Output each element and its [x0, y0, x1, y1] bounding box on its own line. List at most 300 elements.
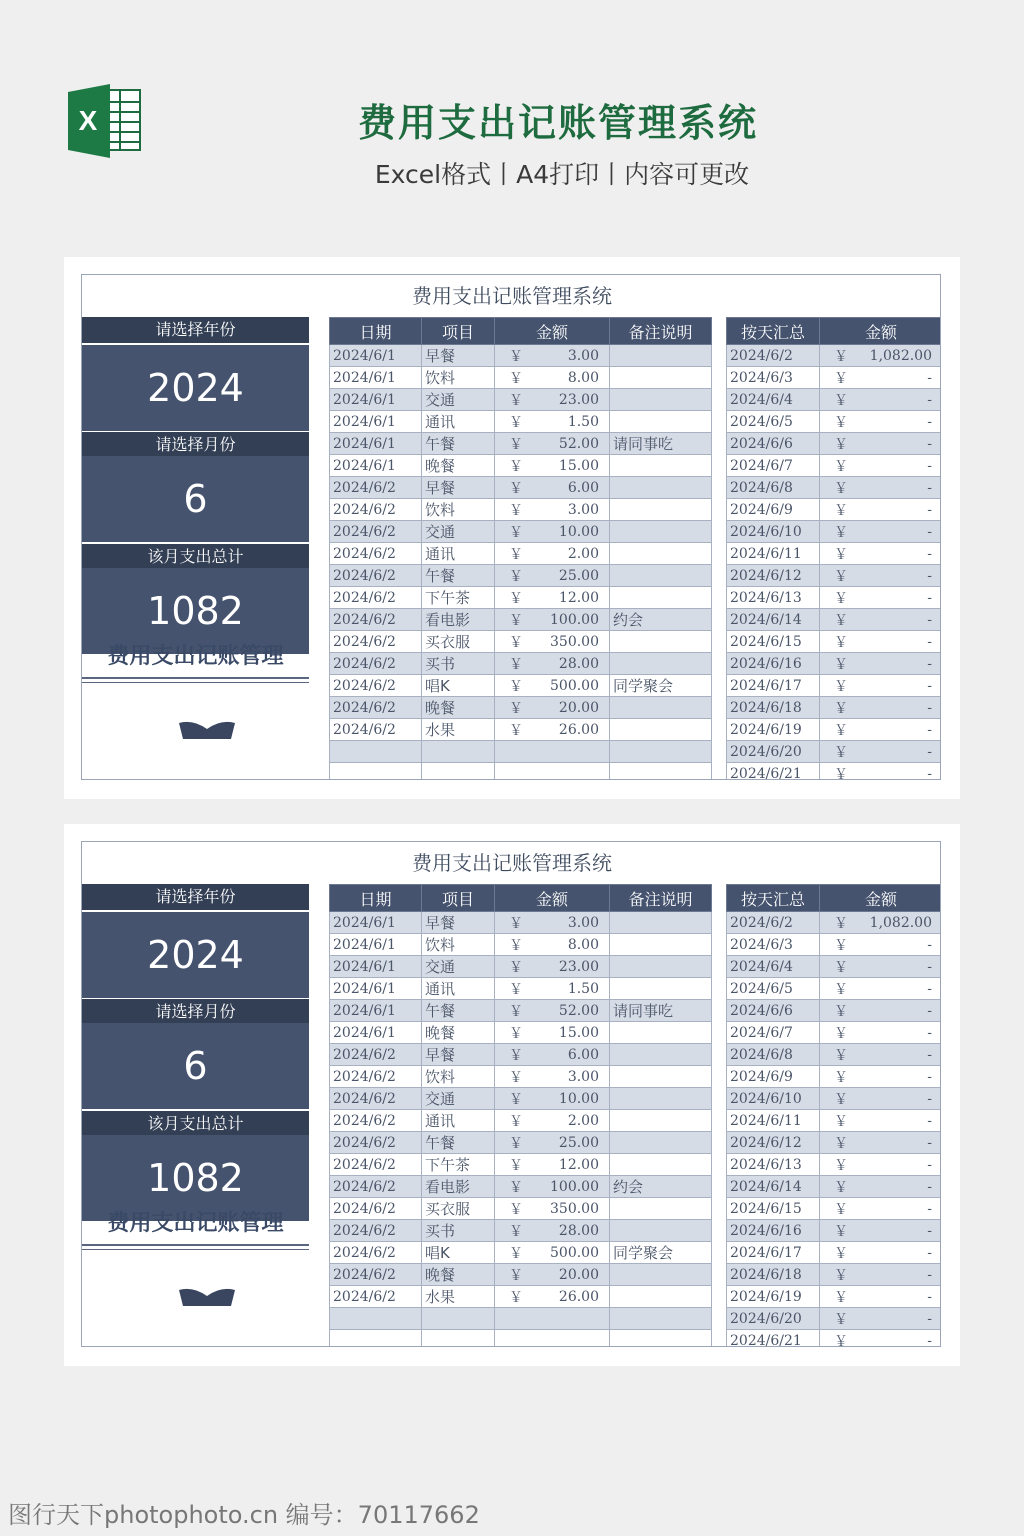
day-date-cell: 2024/6/4: [727, 389, 820, 411]
date-cell[interactable]: [330, 763, 422, 781]
date-cell[interactable]: 2024/6/2: [330, 1066, 422, 1088]
table-row: [727, 763, 942, 781]
item-cell[interactable]: 交通: [422, 1088, 495, 1110]
amount-cell[interactable]: [495, 411, 610, 433]
date-cell[interactable]: 2024/6/1: [330, 345, 422, 367]
day-amount-cell: [820, 1000, 942, 1022]
table-row: [330, 1220, 712, 1242]
day-date-cell: 2024/6/11: [727, 543, 820, 565]
date-cell[interactable]: 2024/6/2: [330, 653, 422, 675]
note-cell[interactable]: [610, 1066, 712, 1088]
currency-symbol: ￥: [834, 371, 848, 387]
day-date-cell: 2024/6/14: [727, 1176, 820, 1198]
item-cell[interactable]: 晚餐: [422, 1264, 495, 1286]
date-cell[interactable]: 2024/6/2: [330, 1286, 422, 1308]
currency-symbol: ￥: [509, 1026, 523, 1042]
year-value[interactable]: 2024: [82, 345, 309, 431]
currency-symbol: ￥: [509, 591, 523, 607]
table-row: [727, 477, 942, 499]
date-cell[interactable]: 2024/6/2: [330, 719, 422, 741]
note-cell[interactable]: [610, 741, 712, 763]
day-amount-value: -: [927, 545, 932, 562]
currency-symbol: ￥: [834, 569, 848, 585]
date-cell[interactable]: 2024/6/2: [330, 697, 422, 719]
item-cell[interactable]: 早餐: [422, 912, 495, 934]
amount-cell[interactable]: [495, 1110, 610, 1132]
day-amount-value: -: [927, 523, 932, 540]
date-cell[interactable]: 2024/6/2: [330, 587, 422, 609]
records-header-cell: 日期: [330, 318, 422, 345]
amount-value: 26.00: [558, 1288, 599, 1305]
day-amount-value: -: [927, 677, 932, 694]
amount-cell[interactable]: [495, 912, 610, 934]
table-row: [330, 1286, 712, 1308]
date-cell[interactable]: 2024/6/2: [330, 631, 422, 653]
note-cell[interactable]: [610, 587, 712, 609]
amount-cell[interactable]: [495, 697, 610, 719]
sheet-frame: [81, 841, 941, 1347]
amount-cell[interactable]: [495, 1088, 610, 1110]
day-amount-cell: [820, 956, 942, 978]
item-cell[interactable]: 买书: [422, 1220, 495, 1242]
amount-cell[interactable]: [495, 675, 610, 697]
item-cell[interactable]: 交通: [422, 521, 495, 543]
table-row: [727, 433, 942, 455]
date-cell[interactable]: 2024/6/2: [330, 1264, 422, 1286]
year-label: 请选择年份: [82, 317, 309, 343]
table-row: [727, 741, 942, 763]
table-row: [330, 345, 712, 367]
amount-value: 15.00: [558, 1024, 599, 1041]
table-row: [330, 1066, 712, 1088]
date-cell[interactable]: 2024/6/1: [330, 455, 422, 477]
amount-cell[interactable]: [495, 1044, 610, 1066]
item-cell[interactable]: 午餐: [422, 433, 495, 455]
note-cell[interactable]: [610, 934, 712, 956]
note-cell[interactable]: [610, 521, 712, 543]
item-cell[interactable]: 早餐: [422, 1044, 495, 1066]
item-cell[interactable]: 看电影: [422, 609, 495, 631]
currency-symbol: ￥: [834, 525, 848, 541]
currency-symbol: ￥: [509, 1092, 523, 1108]
amount-cell[interactable]: [495, 1286, 610, 1308]
amount-cell[interactable]: [495, 345, 610, 367]
day-amount-value: -: [927, 1156, 932, 1173]
day-date-cell: 2024/6/14: [727, 609, 820, 631]
item-cell[interactable]: 下午茶: [422, 1154, 495, 1176]
currency-symbol: ￥: [509, 547, 523, 563]
table-row: [330, 367, 712, 389]
note-cell[interactable]: [610, 1022, 712, 1044]
item-cell[interactable]: 买衣服: [422, 1198, 495, 1220]
note-cell[interactable]: [610, 367, 712, 389]
note-cell[interactable]: [610, 912, 712, 934]
item-cell[interactable]: 唱K: [422, 1242, 495, 1264]
amount-cell[interactable]: [495, 1132, 610, 1154]
item-cell[interactable]: [422, 763, 495, 781]
day-amount-cell: [820, 543, 942, 565]
item-cell[interactable]: 水果: [422, 1286, 495, 1308]
note-cell[interactable]: [610, 1044, 712, 1066]
note-cell[interactable]: [610, 389, 712, 411]
note-cell[interactable]: [610, 1286, 712, 1308]
date-cell[interactable]: 2024/6/1: [330, 1022, 422, 1044]
day-date-cell: 2024/6/3: [727, 367, 820, 389]
currency-symbol: ￥: [834, 745, 848, 761]
currency-symbol: ￥: [834, 481, 848, 497]
amount-cell[interactable]: [495, 1066, 610, 1088]
item-cell[interactable]: 通讯: [422, 978, 495, 1000]
expense-records-table: [329, 884, 712, 1347]
amount-cell[interactable]: [495, 367, 610, 389]
day-amount-value: -: [927, 765, 932, 780]
day-date-cell: 2024/6/4: [727, 956, 820, 978]
table-row: [727, 499, 942, 521]
date-cell[interactable]: 2024/6/2: [330, 1198, 422, 1220]
note-cell[interactable]: 约会: [610, 609, 712, 631]
amount-cell[interactable]: [495, 1264, 610, 1286]
amount-value: 28.00: [558, 1222, 599, 1239]
amount-cell[interactable]: [495, 741, 610, 763]
amount-value: 8.00: [567, 369, 599, 386]
date-cell[interactable]: [330, 1308, 422, 1330]
table-row: [330, 433, 712, 455]
day-amount-cell: [820, 1132, 942, 1154]
currency-symbol: ￥: [509, 1048, 523, 1064]
day-amount-cell: [820, 455, 942, 477]
table-row: [330, 411, 712, 433]
day-amount-cell: [820, 1198, 942, 1220]
amount-cell[interactable]: [495, 433, 610, 455]
day-amount-cell: [820, 389, 942, 411]
day-date-cell: 2024/6/21: [727, 1330, 820, 1348]
note-cell[interactable]: [610, 499, 712, 521]
date-cell[interactable]: 2024/6/2: [330, 477, 422, 499]
amount-cell[interactable]: [495, 1000, 610, 1022]
item-cell[interactable]: [422, 741, 495, 763]
day-amount-value: -: [927, 589, 932, 606]
day-date-cell: 2024/6/17: [727, 675, 820, 697]
day-amount-value: -: [927, 743, 932, 760]
item-cell[interactable]: 早餐: [422, 345, 495, 367]
date-cell[interactable]: 2024/6/1: [330, 956, 422, 978]
table-row: [330, 978, 712, 1000]
note-cell[interactable]: [610, 543, 712, 565]
item-cell[interactable]: 午餐: [422, 1000, 495, 1022]
year-label: 请选择年份: [82, 884, 309, 910]
item-cell[interactable]: 饮料: [422, 934, 495, 956]
note-cell[interactable]: 同学聚会: [610, 675, 712, 697]
date-cell[interactable]: 2024/6/2: [330, 1132, 422, 1154]
day-amount-value: -: [927, 611, 932, 628]
currency-symbol: ￥: [834, 657, 848, 673]
date-cell[interactable]: 2024/6/2: [330, 1044, 422, 1066]
date-cell[interactable]: 2024/6/2: [330, 675, 422, 697]
note-cell[interactable]: [610, 763, 712, 781]
date-cell[interactable]: 2024/6/2: [330, 543, 422, 565]
item-cell[interactable]: 通讯: [422, 411, 495, 433]
amount-cell[interactable]: [495, 1220, 610, 1242]
amount-cell[interactable]: [495, 934, 610, 956]
table-row: [330, 1264, 712, 1286]
day-date-cell: 2024/6/13: [727, 587, 820, 609]
amount-value: 12.00: [558, 1156, 599, 1173]
day-date-cell: 2024/6/19: [727, 719, 820, 741]
day-date-cell: 2024/6/9: [727, 499, 820, 521]
amount-value: 23.00: [558, 958, 599, 975]
note-cell[interactable]: [610, 653, 712, 675]
note-cell[interactable]: [610, 956, 712, 978]
amount-value: 6.00: [567, 479, 599, 496]
note-cell[interactable]: [610, 1308, 712, 1330]
currency-symbol: ￥: [509, 1070, 523, 1086]
note-cell[interactable]: 请同事吃: [610, 1000, 712, 1022]
date-cell[interactable]: 2024/6/1: [330, 934, 422, 956]
amount-cell[interactable]: [495, 521, 610, 543]
total-label: 该月支出总计: [82, 544, 309, 570]
table-row: [727, 1044, 942, 1066]
amount-cell[interactable]: [495, 1330, 610, 1348]
amount-cell[interactable]: [495, 499, 610, 521]
daily-header-cell: 金额: [820, 885, 942, 912]
note-cell[interactable]: [610, 345, 712, 367]
item-cell[interactable]: 饮料: [422, 499, 495, 521]
amount-cell[interactable]: [495, 956, 610, 978]
date-cell[interactable]: 2024/6/2: [330, 1242, 422, 1264]
table-row: [727, 565, 942, 587]
item-cell[interactable]: 晚餐: [422, 455, 495, 477]
item-cell[interactable]: [422, 1308, 495, 1330]
month-value[interactable]: 6: [82, 456, 309, 542]
table-row: [330, 1242, 712, 1264]
amount-cell[interactable]: [495, 565, 610, 587]
currency-symbol: ￥: [509, 1202, 523, 1218]
note-cell[interactable]: [610, 1154, 712, 1176]
item-cell[interactable]: 通讯: [422, 1110, 495, 1132]
table-row: [727, 587, 942, 609]
table-row: [330, 1044, 712, 1066]
day-amount-cell: [820, 1154, 942, 1176]
total-value: 1082: [82, 568, 309, 654]
daily-summary-table: [726, 884, 941, 1347]
item-cell[interactable]: 买衣服: [422, 631, 495, 653]
amount-cell[interactable]: [495, 763, 610, 781]
item-cell[interactable]: 晚餐: [422, 1022, 495, 1044]
amount-cell[interactable]: [495, 543, 610, 565]
day-date-cell: 2024/6/9: [727, 1066, 820, 1088]
day-date-cell: 2024/6/3: [727, 934, 820, 956]
amount-value: 500.00: [550, 1244, 599, 1261]
day-amount-cell: [820, 1220, 942, 1242]
item-cell[interactable]: 晚餐: [422, 697, 495, 719]
note-cell[interactable]: 请同事吃: [610, 433, 712, 455]
currency-symbol: ￥: [834, 393, 848, 409]
day-amount-value: -: [927, 501, 932, 518]
amount-value: 10.00: [558, 523, 599, 540]
table-row: [330, 1198, 712, 1220]
amount-cell[interactable]: [495, 1198, 610, 1220]
currency-symbol: ￥: [834, 701, 848, 717]
note-cell[interactable]: [610, 455, 712, 477]
amount-cell[interactable]: [495, 389, 610, 411]
currency-symbol: ￥: [509, 1180, 523, 1196]
amount-cell[interactable]: [495, 1022, 610, 1044]
date-cell[interactable]: 2024/6/1: [330, 433, 422, 455]
item-cell[interactable]: 买书: [422, 653, 495, 675]
item-cell[interactable]: 早餐: [422, 477, 495, 499]
amount-cell[interactable]: [495, 1308, 610, 1330]
ingot-decoration-icon: [179, 719, 235, 739]
date-cell[interactable]: 2024/6/2: [330, 1220, 422, 1242]
amount-cell[interactable]: [495, 1154, 610, 1176]
amount-cell[interactable]: [495, 587, 610, 609]
date-cell[interactable]: 2024/6/1: [330, 367, 422, 389]
records-header-cell: 备注说明: [610, 318, 712, 345]
date-cell[interactable]: 2024/6/2: [330, 1088, 422, 1110]
item-cell[interactable]: 交通: [422, 956, 495, 978]
date-cell[interactable]: 2024/6/2: [330, 1154, 422, 1176]
note-cell[interactable]: [610, 631, 712, 653]
item-cell[interactable]: 通讯: [422, 543, 495, 565]
date-cell[interactable]: 2024/6/2: [330, 1176, 422, 1198]
currency-symbol: ￥: [834, 547, 848, 563]
day-amount-cell: [820, 1330, 942, 1348]
date-cell[interactable]: 2024/6/1: [330, 978, 422, 1000]
table-row: [727, 653, 942, 675]
currency-symbol: ￥: [509, 1136, 523, 1152]
date-cell[interactable]: 2024/6/2: [330, 565, 422, 587]
date-cell[interactable]: 2024/6/1: [330, 411, 422, 433]
note-cell[interactable]: [610, 978, 712, 1000]
day-amount-value: -: [927, 1178, 932, 1195]
day-amount-value: -: [927, 1222, 932, 1239]
table-row: [727, 1330, 942, 1348]
note-cell[interactable]: [610, 1110, 712, 1132]
note-cell[interactable]: [610, 1220, 712, 1242]
currency-symbol: ￥: [509, 349, 523, 365]
caption-divider-thin: [82, 1249, 309, 1250]
note-cell[interactable]: 约会: [610, 1176, 712, 1198]
note-cell[interactable]: [610, 1132, 712, 1154]
daily-header-cell: 按天汇总: [727, 318, 820, 345]
amount-value: 15.00: [558, 457, 599, 474]
note-cell[interactable]: [610, 697, 712, 719]
day-amount-cell: [820, 912, 942, 934]
day-amount-value: -: [927, 1068, 932, 1085]
item-cell[interactable]: 下午茶: [422, 587, 495, 609]
note-cell[interactable]: [610, 411, 712, 433]
currency-symbol: ￥: [834, 1026, 848, 1042]
date-cell[interactable]: 2024/6/2: [330, 521, 422, 543]
amount-value: 6.00: [567, 1046, 599, 1063]
day-date-cell: 2024/6/10: [727, 1088, 820, 1110]
currency-symbol: ￥: [834, 1158, 848, 1174]
item-cell[interactable]: 午餐: [422, 1132, 495, 1154]
date-cell[interactable]: 2024/6/2: [330, 609, 422, 631]
item-cell[interactable]: 水果: [422, 719, 495, 741]
caption-divider: [82, 1244, 309, 1246]
table-row: [727, 455, 942, 477]
excel-logo-letter: X: [78, 105, 98, 136]
currency-symbol: ￥: [509, 1268, 523, 1284]
item-cell[interactable]: 饮料: [422, 1066, 495, 1088]
day-amount-cell: [820, 521, 942, 543]
currency-symbol: ￥: [509, 415, 523, 431]
currency-symbol: ￥: [509, 481, 523, 497]
amount-value: 3.00: [567, 914, 599, 931]
records-header-cell: 项目: [422, 885, 495, 912]
currency-symbol: ￥: [834, 503, 848, 519]
table-row: [330, 389, 712, 411]
watermark-text: 图行天下photophoto.cn 编号：70117662: [8, 1501, 480, 1529]
date-cell[interactable]: 2024/6/2: [330, 499, 422, 521]
records-header-cell: 项目: [422, 318, 495, 345]
amount-value: 100.00: [550, 611, 599, 628]
daily-summary-table: [726, 317, 941, 780]
date-cell[interactable]: 2024/6/2: [330, 1110, 422, 1132]
amount-cell[interactable]: [495, 477, 610, 499]
note-cell[interactable]: [610, 1198, 712, 1220]
date-cell[interactable]: [330, 741, 422, 763]
amount-cell[interactable]: [495, 978, 610, 1000]
spreadsheet-preview-1: [64, 257, 960, 799]
currency-symbol: ￥: [834, 415, 848, 431]
day-amount-cell: [820, 1066, 942, 1088]
item-cell[interactable]: 看电影: [422, 1176, 495, 1198]
note-cell[interactable]: [610, 1264, 712, 1286]
amount-value: 25.00: [558, 1134, 599, 1151]
date-cell[interactable]: 2024/6/1: [330, 912, 422, 934]
day-date-cell: 2024/6/8: [727, 1044, 820, 1066]
year-value[interactable]: 2024: [82, 912, 309, 998]
item-cell[interactable]: 午餐: [422, 565, 495, 587]
day-amount-value: -: [927, 391, 932, 408]
amount-cell[interactable]: [495, 631, 610, 653]
day-amount-value: -: [927, 655, 932, 672]
currency-symbol: ￥: [834, 938, 848, 954]
amount-value: 23.00: [558, 391, 599, 408]
note-cell[interactable]: [610, 1088, 712, 1110]
item-cell[interactable]: [422, 1330, 495, 1348]
note-cell[interactable]: [610, 719, 712, 741]
note-cell[interactable]: [610, 1330, 712, 1348]
note-cell[interactable]: 同学聚会: [610, 1242, 712, 1264]
amount-cell[interactable]: [495, 1176, 610, 1198]
total-value: 1082: [82, 1135, 309, 1221]
amount-cell[interactable]: [495, 455, 610, 477]
day-amount-value: -: [927, 457, 932, 474]
daily-header-cell: 按天汇总: [727, 885, 820, 912]
amount-cell[interactable]: [495, 1242, 610, 1264]
day-date-cell: 2024/6/5: [727, 411, 820, 433]
month-value[interactable]: 6: [82, 1023, 309, 1109]
item-cell[interactable]: 交通: [422, 389, 495, 411]
amount-cell[interactable]: [495, 719, 610, 741]
expense-records-table: [329, 317, 712, 780]
currency-symbol: ￥: [834, 437, 848, 453]
note-cell[interactable]: [610, 565, 712, 587]
date-cell[interactable]: 2024/6/1: [330, 1000, 422, 1022]
currency-symbol: ￥: [834, 459, 848, 475]
amount-cell[interactable]: [495, 609, 610, 631]
date-cell[interactable]: [330, 1330, 422, 1348]
note-cell[interactable]: [610, 477, 712, 499]
amount-cell[interactable]: [495, 653, 610, 675]
item-cell[interactable]: 饮料: [422, 367, 495, 389]
amount-value: 3.00: [567, 501, 599, 518]
item-cell[interactable]: 唱K: [422, 675, 495, 697]
date-cell[interactable]: 2024/6/1: [330, 389, 422, 411]
